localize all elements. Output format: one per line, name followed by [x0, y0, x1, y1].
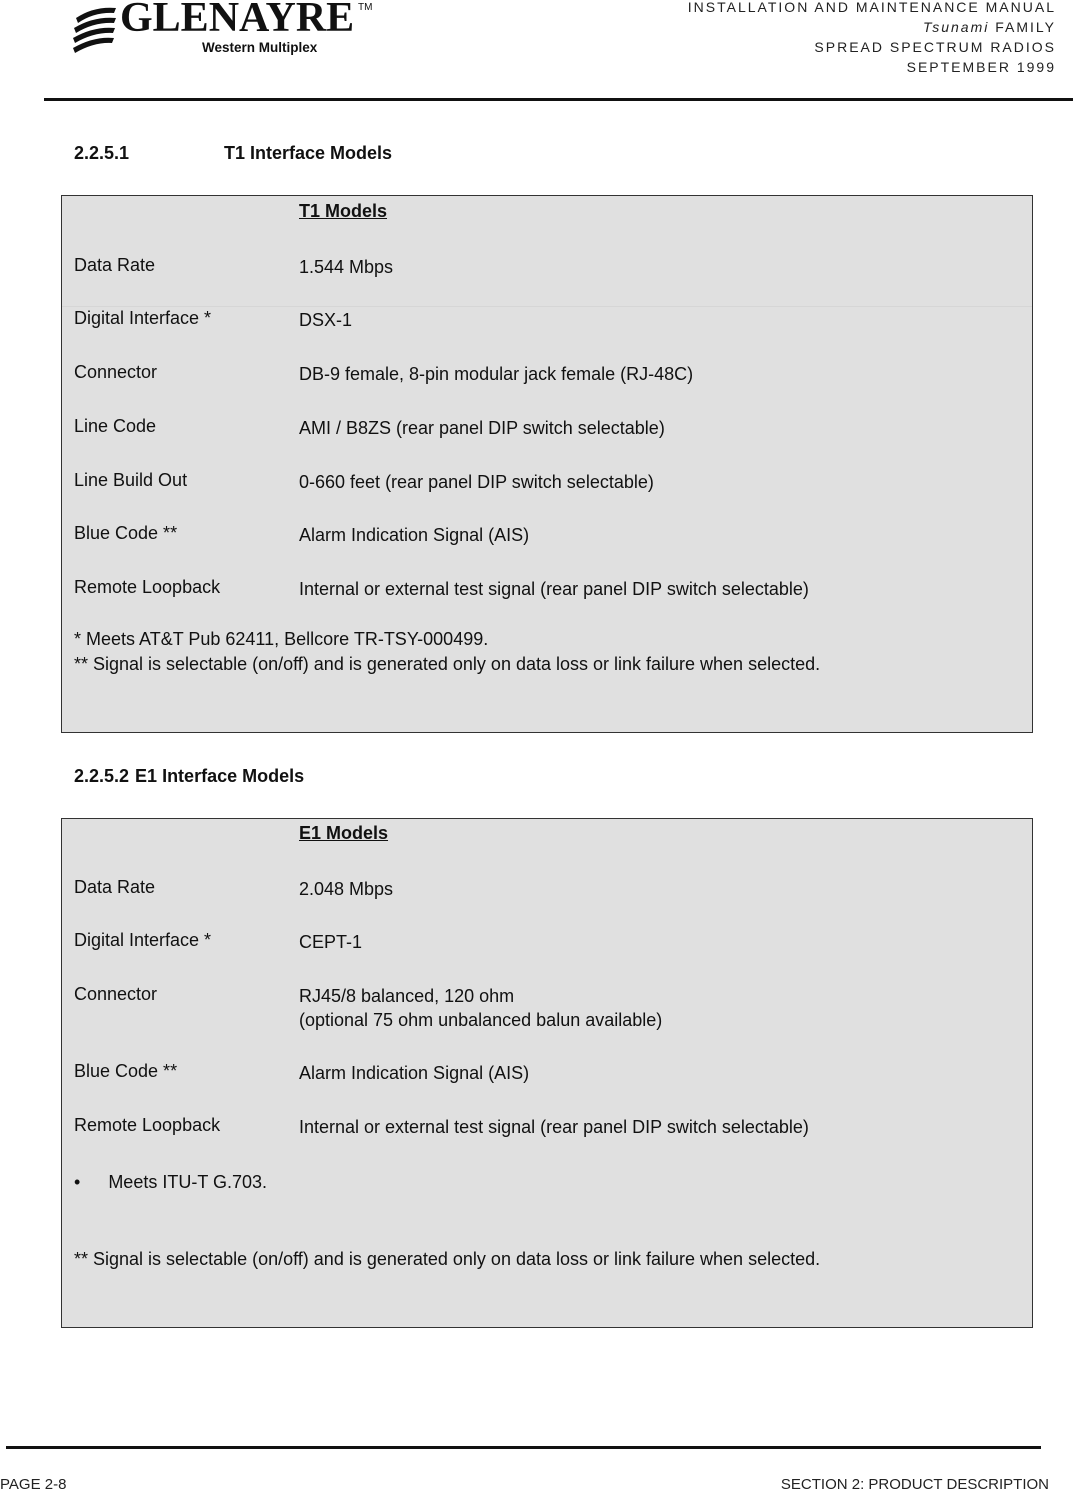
- spec-value: Internal or external test signal (rear panel DIP switch selectable): [299, 579, 809, 599]
- section-number: 2.2.5.1: [74, 143, 130, 163]
- spec-value: CEPT-1: [299, 932, 363, 952]
- logo-swoosh-icon: [72, 4, 118, 54]
- spec-value: 0-660 feet (rear panel DIP switch selectable): [299, 472, 654, 492]
- spec-value: Alarm Indication Signal (AIS): [299, 525, 530, 545]
- spec-value: 2.048 Mbps: [299, 879, 394, 899]
- product-line: SPREAD SPECTRUM RADIOS: [814, 39, 1056, 55]
- spec-label: Blue Code **: [74, 1061, 178, 1081]
- page-number: PAGE 2-8: [0, 1476, 67, 1493]
- section-number: 2.2.5.2: [74, 766, 130, 786]
- logo-wordmark: GLENAYRE: [120, 0, 355, 41]
- spec-value: DB-9 female, 8-pin modular jack female (RJ-48C): [299, 364, 694, 384]
- spec-label: Data Rate: [74, 255, 156, 275]
- spec-label: Data Rate: [74, 877, 156, 897]
- spec-value-line: RJ45/8 balanced, 120 ohm: [299, 986, 515, 1006]
- footer-rule: [6, 1446, 1041, 1449]
- spec-label: Blue Code **: [74, 523, 178, 543]
- publication-date: SEPTEMBER 1999: [906, 59, 1056, 75]
- bullet-note: [74, 1170, 267, 1194]
- manual-title: INSTALLATION AND MAINTENANCE MANUAL: [687, 0, 1056, 15]
- t1-box-title: T1 Models: [299, 201, 388, 221]
- spec-label: Remote Loopback: [74, 577, 221, 597]
- header-rule: [44, 98, 1073, 101]
- trademark-symbol: TM: [358, 2, 373, 13]
- logo-subtitle: Western Multiplex: [202, 40, 318, 55]
- e1-box-title: E1 Models: [299, 823, 389, 843]
- section-label: SECTION 2: PRODUCT DESCRIPTION: [780, 1476, 1049, 1493]
- company-logo: [72, 0, 373, 60]
- spec-label: Line Build Out: [74, 470, 188, 490]
- spec-value: DSX-1: [299, 310, 353, 330]
- running-header: [688, 0, 1056, 77]
- spec-label: Connector: [74, 984, 158, 1004]
- footnote: ** Signal is selectable (on/off) and is generated only on data loss or link failure when selected.: [74, 1249, 821, 1269]
- family-name: Tsunami: [922, 19, 990, 35]
- spec-value: Internal or external test signal (rear panel DIP switch selectable): [299, 1117, 809, 1137]
- footnote: ** Signal is selectable (on/off) and is generated only on data loss or link failure when selected.: [74, 654, 821, 674]
- e1-spec-box: [61, 818, 1033, 1328]
- section-title: E1 Interface Models: [135, 766, 305, 786]
- section-title: T1 Interface Models: [224, 143, 393, 163]
- spec-label: Remote Loopback: [74, 1115, 221, 1135]
- bullet-icon: •: [74, 1172, 81, 1192]
- product-family: [688, 17, 1056, 37]
- spec-label: Digital Interface *: [74, 930, 212, 950]
- spec-label: Line Code: [74, 416, 157, 436]
- spec-value: [299, 984, 662, 1032]
- spec-value-line: (optional 75 ohm unbalanced balun available): [299, 1010, 663, 1030]
- bullet-text: Meets ITU-T G.703.: [108, 1172, 268, 1192]
- section-heading-t1: [74, 143, 392, 164]
- spec-value: Alarm Indication Signal (AIS): [299, 1063, 530, 1083]
- t1-spec-box: [61, 195, 1033, 733]
- spec-value: AMI / B8ZS (rear panel DIP switch selectable): [299, 418, 665, 438]
- family-suffix: FAMILY: [989, 19, 1056, 35]
- section-heading-e1: [74, 766, 304, 787]
- footnote: * Meets AT&T Pub 62411, Bellcore TR-TSY-000499.: [74, 629, 489, 649]
- spec-label: Connector: [74, 362, 158, 382]
- spec-label: Digital Interface *: [74, 308, 212, 328]
- spec-value: 1.544 Mbps: [299, 257, 394, 277]
- box-divider: [62, 306, 1032, 307]
